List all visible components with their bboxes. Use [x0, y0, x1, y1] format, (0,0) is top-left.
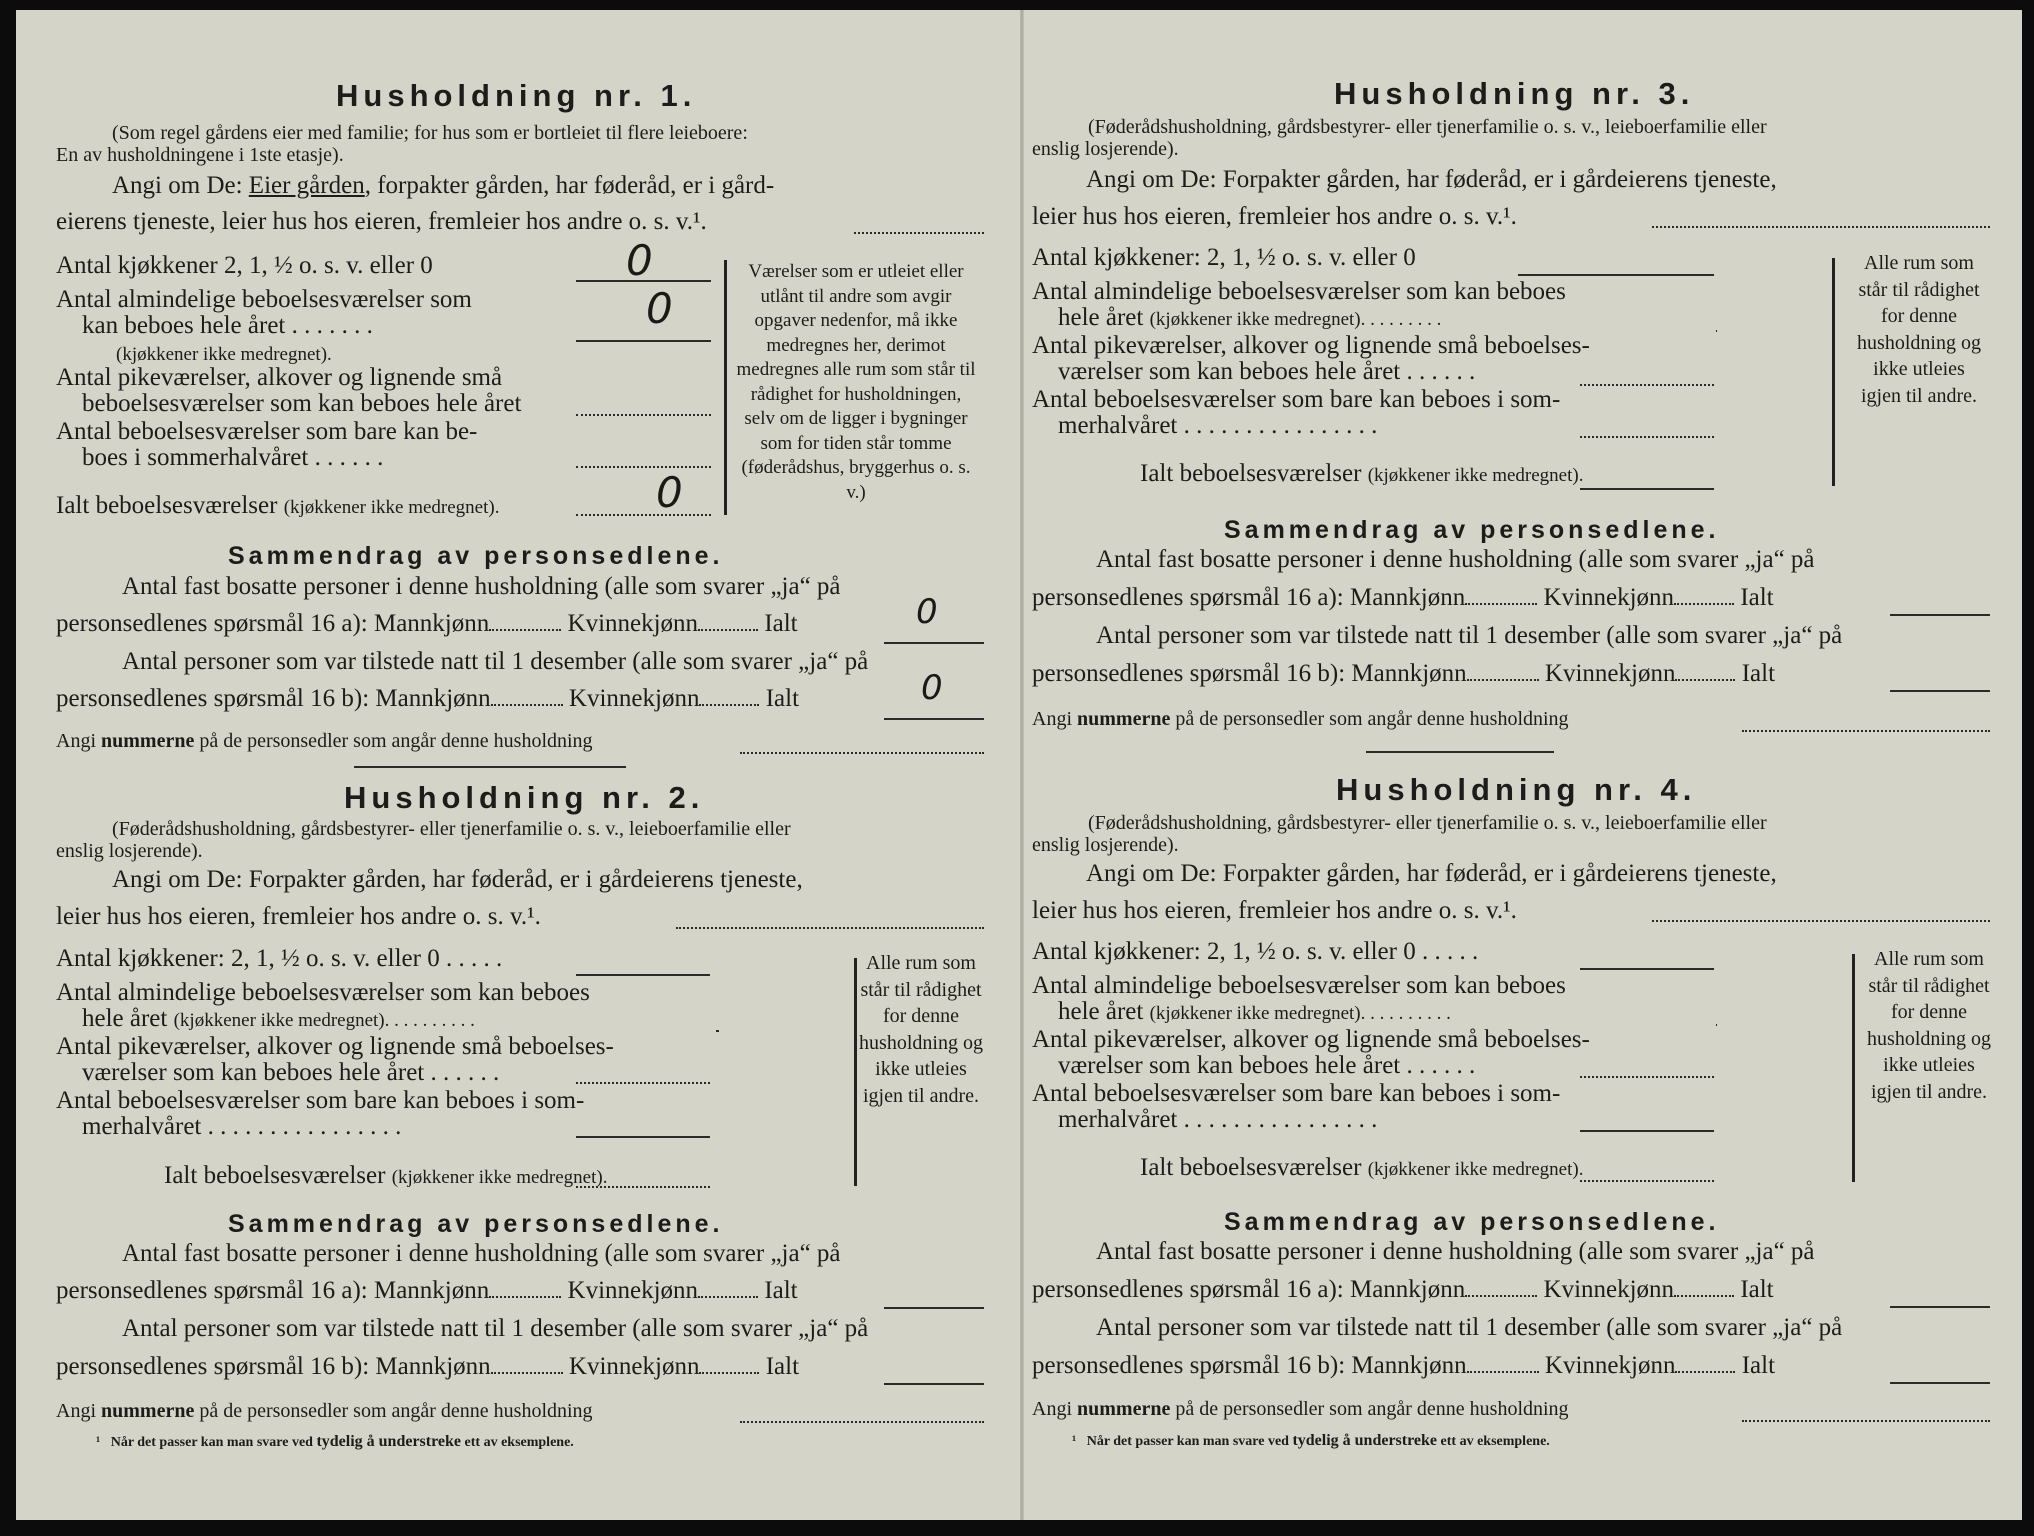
h2-fast-line-2 — [56, 1277, 798, 1305]
h1-ialt-value: 0 — [656, 468, 683, 517]
h4-footnote-b: tydelig å understreke — [1292, 1432, 1438, 1449]
h1-som-field[interactable] — [576, 466, 711, 468]
h1-pike-field[interactable] — [576, 414, 711, 416]
h3-title: Husholdning nr. 3. — [1334, 76, 1695, 111]
h3-fast-line-1: Antal fast bosatte personer i denne husholdning (alle som svarer „ja“ på — [1096, 546, 1815, 573]
left-page — [16, 10, 1020, 1520]
h4-angi-field[interactable] — [1652, 920, 1990, 922]
h1-fast-mann-field[interactable] — [489, 629, 561, 631]
h2-til-kvinne-field[interactable] — [699, 1372, 759, 1374]
h2-angi-line-1: Angi om De: Forpakter gården, har føderåd, er i gårdeierens tjeneste, — [112, 866, 803, 893]
h4-summary-heading: Sammendrag av personsedlene. — [1224, 1208, 1720, 1236]
h1-til-ialt-label: Ialt — [765, 685, 800, 712]
h2-summary-heading: Sammendrag av personsedlene. — [228, 1210, 724, 1238]
h1-ialt-line — [56, 492, 499, 520]
h4-title: Husholdning nr. 4. — [1336, 772, 1697, 807]
h2-alm-hele: hele året — [82, 1005, 168, 1032]
h1-ialt-label: Ialt beboelsesværelser — [56, 492, 278, 519]
h2-alm-field[interactable] — [716, 1030, 717, 1032]
h1-fast-label: personsedlenes spørsmål 16 a): Mannkjønn — [56, 610, 490, 637]
h1-alm-field[interactable] — [576, 340, 711, 342]
h3-brace — [1832, 258, 1835, 486]
h2-fast-ialt-field[interactable] — [884, 1307, 984, 1309]
h4-footnote-num: ¹ — [1072, 1434, 1077, 1449]
h4-til-line-2 — [1032, 1352, 1775, 1380]
h2-side-note: Alle rum som står til rådighet for denne husholdning og ikke utleies igjen til andre. — [859, 952, 983, 1107]
h2-ialt-note: (kjøkkener ikke medregnet). — [391, 1167, 608, 1188]
h3-note-2: enslig losjerende). — [1032, 138, 1179, 160]
h4-footnote-c: ett av eksemplene. — [1440, 1434, 1550, 1449]
h4-kjokkener-label: Antal kjøkkener: 2, 1, ½ o. s. v. eller 0 . . . . . — [1032, 938, 1479, 965]
h1-alm-note: (kjøkkener ikke medregnet). — [116, 344, 332, 365]
h4-fast-kvinne-field[interactable] — [1674, 1295, 1734, 1297]
h2-kjokkener-label: Antal kjøkkener: 2, 1, ½ o. s. v. eller 0 . . . . . — [56, 945, 503, 972]
h1-som-label-2: boes i sommerhalvåret . . . . . . — [82, 444, 384, 471]
h1-pike-label-1: Antal pikeværelser, alkover og lignende små — [56, 364, 503, 391]
h3-separator — [1366, 751, 1554, 753]
h1-til-mann-field[interactable] — [491, 704, 563, 706]
h2-footnote-num: ¹ — [96, 1435, 101, 1450]
h4-nummer-line — [1032, 1398, 1569, 1421]
h2-nummer-pre: Angi — [56, 1400, 96, 1422]
h2-til-line-2 — [56, 1353, 799, 1381]
h4-nummer-post: på de personsedler som angår denne husholdning — [1175, 1398, 1569, 1420]
h2-title: Husholdning nr. 2. — [344, 780, 705, 815]
h2-footnote-a: Når det passer kan man svare ved — [110, 1435, 313, 1450]
h4-note-2: enslig losjerende). — [1032, 834, 1179, 856]
h2-kjokkener-field[interactable] — [576, 974, 710, 976]
h2-til-ialt-field[interactable] — [884, 1383, 984, 1385]
h3-fast-label: personsedlenes spørsmål 16 a): Mannkjønn — [1032, 584, 1466, 611]
h3-alm-field[interactable] — [1716, 330, 1717, 332]
h2-pike-label-2: værelser som kan beboes hele året . . . . . . — [82, 1059, 500, 1086]
h1-til-ialt-value: 0 — [921, 668, 943, 708]
h2-note-1: (Føderådshusholdning, gårdsbestyrer- eller tjenerfamilie o. s. v., leieboerfamilie eller — [112, 818, 791, 840]
right-page — [1024, 10, 2028, 1520]
h1-til-kvinne-label: Kvinnekjønn — [568, 685, 700, 712]
h3-til-kvinne-label: Kvinnekjønn — [1544, 660, 1676, 687]
h1-angi-line-1 — [112, 172, 774, 200]
h3-alm-label-2 — [1058, 304, 1441, 332]
h1-separator — [354, 766, 626, 768]
h3-nummer-post: på de personsedler som angår denne husholdning — [1175, 708, 1569, 730]
h3-note-1: (Føderådshusholdning, gårdsbestyrer- eller tjenerfamilie o. s. v., leieboerfamilie eller — [1088, 116, 1767, 138]
h2-som-label-2: merhalvåret . . . . . . . . . . . . . . . . — [82, 1113, 402, 1140]
h1-eier-option[interactable]: Eier gården — [248, 172, 365, 199]
h4-til-label: personsedlenes spørsmål 16 b): Mannkjønn — [1032, 1352, 1467, 1379]
h3-som-label-2: merhalvåret . . . . . . . . . . . . . . . . — [1058, 412, 1378, 439]
h4-til-line-1: Antal personer som var tilstede natt til 1 desember (alle som svarer „ja“ på — [1096, 1314, 1843, 1341]
h3-nummer-field[interactable] — [1742, 730, 1990, 732]
h3-angi-field[interactable] — [1652, 226, 1990, 228]
h2-ialt-label: Ialt beboelsesværelser — [164, 1162, 386, 1189]
h2-til-kvinne-label: Kvinnekjønn — [568, 1353, 700, 1380]
h3-fast-kvinne-label: Kvinnekjønn — [1543, 584, 1675, 611]
h1-fast-ialt-value: 0 — [916, 592, 938, 632]
h3-nummer-bold: nummerne — [1077, 708, 1171, 730]
h2-til-line-1: Antal personer som var tilstede natt til 1 desember (alle som svarer „ja“ på — [122, 1315, 869, 1342]
h3-ialt-label: Ialt beboelsesværelser — [1140, 460, 1362, 487]
h3-som-field[interactable] — [1580, 436, 1714, 438]
h3-pike-field[interactable] — [1580, 384, 1714, 386]
h2-footnote — [96, 1433, 574, 1451]
h2-footnote-b: tydelig å understreke — [316, 1433, 462, 1450]
h2-alm-label-2 — [82, 1005, 475, 1033]
h2-fast-mann-field[interactable] — [489, 1296, 561, 1298]
h2-til-label: personsedlenes spørsmål 16 b): Mannkjønn — [56, 1353, 491, 1380]
h1-alm-label-1: Antal almindelige beboelsesværelser som — [56, 286, 472, 313]
h2-alm-label-1: Antal almindelige beboelsesværelser som kan beboes — [56, 979, 590, 1006]
h3-til-mann-field[interactable] — [1467, 679, 1539, 681]
h4-alm-label-1: Antal almindelige beboelsesværelser som kan beboes — [1032, 972, 1566, 999]
h3-til-kvinne-field[interactable] — [1675, 679, 1735, 681]
h4-pike-label-1: Antal pikeværelser, alkover og lignende små beboelses- — [1032, 1026, 1590, 1053]
h4-brace — [1852, 954, 1855, 1182]
h4-footnote — [1072, 1432, 1550, 1450]
h2-nummer-field[interactable] — [740, 1421, 984, 1423]
h4-til-kvinne-field[interactable] — [1675, 1371, 1735, 1373]
h1-fast-kvinne-label: Kvinnekjønn — [567, 610, 699, 637]
h1-kjokkener-label: Antal kjøkkener 2, 1, ½ o. s. v. eller 0 — [56, 252, 433, 279]
h4-fast-line-2 — [1032, 1276, 1774, 1304]
h3-fast-ialt-field[interactable] — [1890, 614, 1990, 616]
h4-fast-kvinne-label: Kvinnekjønn — [1543, 1276, 1675, 1303]
h2-nummer-post: på de personsedler som angår denne husholdning — [199, 1400, 593, 1422]
h2-fast-kvinne-label: Kvinnekjønn — [567, 1277, 699, 1304]
h2-til-mann-field[interactable] — [491, 1372, 563, 1374]
h4-footnote-a: Når det passer kan man svare ved — [1086, 1434, 1289, 1449]
h4-til-ialt-field[interactable] — [1890, 1382, 1990, 1384]
h1-nummer-bold: nummerne — [101, 730, 195, 752]
h2-angi-line-2: leier hus hos eieren, fremleier hos andre o. s. v.¹. — [56, 903, 541, 930]
h3-til-ialt-label: Ialt — [1741, 660, 1776, 687]
h4-angi-line-2: leier hus hos eieren, fremleier hos andre o. s. v.¹. — [1032, 897, 1517, 924]
h2-fast-ialt-label: Ialt — [764, 1277, 798, 1304]
h4-ialt-line — [1140, 1154, 1583, 1182]
census-sheet — [16, 10, 2022, 1520]
h1-nummer-line — [56, 730, 593, 753]
h1-nummer-pre: Angi — [56, 730, 96, 752]
h2-pike-label-1: Antal pikeværelser, alkover og lignende små beboelses- — [56, 1033, 614, 1060]
h1-nummer-field[interactable] — [740, 752, 984, 754]
h1-som-label-1: Antal beboelsesværelser som bare kan be- — [56, 418, 478, 445]
h3-ialt-line — [1140, 460, 1583, 488]
h1-fast-line-1: Antal fast bosatte personer i denne husholdning (alle som svarer „ja“ på — [122, 573, 841, 600]
h1-til-label: personsedlenes spørsmål 16 b): Mannkjønn — [56, 685, 491, 712]
h1-fast-ialt-label: Ialt — [764, 610, 798, 637]
h4-nummer-field[interactable] — [1742, 1420, 1990, 1422]
h4-alm-field[interactable] — [1716, 1024, 1717, 1026]
h2-angi-field[interactable] — [676, 927, 984, 929]
h1-fast-line-2 — [56, 610, 798, 638]
h4-som-label-2: merhalvåret . . . . . . . . . . . . . . . . — [1058, 1106, 1378, 1133]
h1-til-kvinne-field[interactable] — [699, 704, 759, 706]
h3-alm-hele: hele året — [1058, 304, 1144, 331]
h2-som-label-1: Antal beboelsesværelser som bare kan beboes i som- — [56, 1087, 585, 1114]
h3-nummer-pre: Angi — [1032, 708, 1072, 730]
h4-fast-ialt-field[interactable] — [1890, 1306, 1990, 1308]
h3-kjokkener-field[interactable] — [1518, 274, 1714, 276]
h1-til-line-1: Antal personer som var tilstede natt til 1 desember (alle som svarer „ja“ på — [122, 648, 869, 675]
h4-fast-ialt-label: Ialt — [1740, 1276, 1774, 1303]
h4-alm-label-2 — [1058, 998, 1451, 1026]
h1-angi-rest: , forpakter gården, har føderåd, er i gård- — [364, 172, 775, 199]
h3-pike-label-2: værelser som kan beboes hele året . . . . . . — [1058, 358, 1476, 385]
h2-pike-field[interactable] — [576, 1082, 710, 1084]
h4-til-ialt-label: Ialt — [1741, 1352, 1776, 1379]
h2-som-field[interactable] — [576, 1136, 710, 1138]
h2-alm-note: (kjøkkener ikke medregnet). . . . . . . . . . — [173, 1010, 475, 1031]
h4-ialt-field[interactable] — [1580, 1180, 1714, 1182]
h3-summary-heading: Sammendrag av personsedlene. — [1224, 516, 1720, 544]
h4-fast-mann-field[interactable] — [1465, 1295, 1537, 1297]
h4-ialt-label: Ialt beboelsesværelser — [1140, 1154, 1362, 1181]
h1-note-1: (Som regel gårdens eier med familie; for hus som er bortleiet til flere leieboere: — [112, 122, 748, 144]
h1-side-note: Værelser som er utleiet eller utlånt til andre som avgir opgaver nedenfor, må ikke medregnes her, derimot medregnes alle rum som står til rådighet for husholdningen, selv om de ligger i bygninger som for tiden står tomme (føderådshus, bryggerhus o. s. v.) — [736, 261, 976, 503]
h4-ialt-note: (kjøkkener ikke medregnet). — [1367, 1159, 1584, 1180]
h1-alm-value: 0 — [646, 284, 673, 333]
h2-ialt-field[interactable] — [576, 1186, 710, 1188]
h4-alm-note: (kjøkkener ikke medregnet). . . . . . . . . . — [1149, 1003, 1451, 1024]
h1-fast-kvinne-field[interactable] — [698, 629, 758, 631]
h3-til-ialt-field[interactable] — [1890, 690, 1990, 692]
h2-note-2: enslig losjerende). — [56, 840, 203, 862]
h3-alm-label-1: Antal almindelige beboelsesværelser som kan beboes — [1032, 278, 1566, 305]
h2-fast-kvinne-field[interactable] — [698, 1296, 758, 1298]
h3-kjokkener-label: Antal kjøkkener: 2, 1, ½ o. s. v. eller 0 — [1032, 244, 1416, 271]
h1-kjokkener-value: 0 — [626, 236, 653, 285]
h1-til-ialt-field[interactable] — [884, 718, 984, 720]
h3-angi-line-2: leier hus hos eieren, fremleier hos andre o. s. v.¹. — [1032, 203, 1517, 230]
h3-pike-label-1: Antal pikeværelser, alkover og lignende små beboelses- — [1032, 332, 1590, 359]
h4-som-field[interactable] — [1580, 1130, 1714, 1132]
h1-title: Husholdning nr. 1. — [336, 78, 697, 113]
h1-pike-label-2: beboelsesværelser som kan beboes hele året — [82, 390, 522, 417]
h1-angi-field[interactable] — [854, 232, 984, 234]
h4-fast-label: personsedlenes spørsmål 16 a): Mannkjønn — [1032, 1276, 1466, 1303]
h3-ialt-note: (kjøkkener ikke medregnet). — [1367, 465, 1584, 486]
h4-nummer-pre: Angi — [1032, 1398, 1072, 1420]
h1-brace — [724, 260, 727, 515]
h1-fast-ialt-field[interactable] — [884, 642, 984, 644]
h2-nummer-bold: nummerne — [101, 1400, 195, 1422]
h3-fast-kvinne-field[interactable] — [1674, 603, 1734, 605]
h1-angi-prefix: Angi om De: — [112, 172, 243, 199]
h3-nummer-line — [1032, 708, 1569, 731]
h1-angi-line-2: eierens tjeneste, leier hus hos eieren, fremleier hos andre o. s. v.¹. — [56, 208, 707, 235]
h2-ialt-line — [164, 1162, 607, 1190]
h3-side-note: Alle rum som står til rådighet for denne husholdning og ikke utleies igjen til andre. — [1857, 252, 1981, 407]
h3-fast-line-2 — [1032, 584, 1774, 612]
h4-nummer-bold: nummerne — [1077, 1398, 1171, 1420]
h4-fast-line-1: Antal fast bosatte personer i denne husholdning (alle som svarer „ja“ på — [1096, 1238, 1815, 1265]
h3-til-line-1: Antal personer som var tilstede natt til 1 desember (alle som svarer „ja“ på — [1096, 622, 1843, 649]
h3-til-line-2 — [1032, 660, 1775, 688]
h3-fast-mann-field[interactable] — [1465, 603, 1537, 605]
h1-nummer-post: på de personsedler som angår denne husholdning — [199, 730, 593, 752]
h1-ialt-note: (kjøkkener ikke medregnet). — [283, 497, 500, 518]
h4-angi-line-1: Angi om De: Forpakter gården, har føderåd, er i gårdeierens tjeneste, — [1086, 860, 1777, 887]
h3-angi-line-1: Angi om De: Forpakter gården, har føderåd, er i gårdeierens tjeneste, — [1086, 166, 1777, 193]
h2-fast-line-1: Antal fast bosatte personer i denne husholdning (alle som svarer „ja“ på — [122, 1240, 841, 1267]
h4-side-note: Alle rum som står til rådighet for denne husholdning og ikke utleies igjen til andre. — [1867, 948, 1991, 1103]
h4-note-1: (Føderådshusholdning, gårdsbestyrer- eller tjenerfamilie o. s. v., leieboerfamilie eller — [1088, 812, 1767, 834]
h2-til-ialt-label: Ialt — [765, 1353, 800, 1380]
h1-summary-heading: Sammendrag av personsedlene. — [228, 542, 724, 570]
h3-fast-ialt-label: Ialt — [1740, 584, 1774, 611]
h4-kjokkener-field[interactable] — [1580, 968, 1714, 970]
h1-ialt-field[interactable] — [576, 514, 711, 516]
h2-footnote-c: ett av eksemplene. — [464, 1435, 574, 1450]
h2-nummer-line — [56, 1400, 593, 1423]
h1-alm-label-2: kan beboes hele året . . . . . . . — [82, 312, 373, 339]
h3-som-label-1: Antal beboelsesværelser som bare kan beboes i som- — [1032, 386, 1561, 413]
h4-pike-field[interactable] — [1580, 1076, 1714, 1078]
h2-fast-label: personsedlenes spørsmål 16 a): Mannkjønn — [56, 1277, 490, 1304]
h3-ialt-field[interactable] — [1580, 488, 1714, 490]
h4-som-label-1: Antal beboelsesværelser som bare kan beboes i som- — [1032, 1080, 1561, 1107]
h4-til-kvinne-label: Kvinnekjønn — [1544, 1352, 1676, 1379]
h3-alm-note: (kjøkkener ikke medregnet). . . . . . . . . — [1149, 309, 1442, 330]
h4-alm-hele: hele året — [1058, 998, 1144, 1025]
h4-pike-label-2: værelser som kan beboes hele året . . . . . . — [1058, 1052, 1476, 1079]
h4-til-mann-field[interactable] — [1467, 1371, 1539, 1373]
h3-til-label: personsedlenes spørsmål 16 b): Mannkjønn — [1032, 660, 1467, 687]
h1-til-line-2 — [56, 685, 799, 713]
h1-note-2: En av husholdningene i 1ste etasje). — [56, 144, 344, 166]
